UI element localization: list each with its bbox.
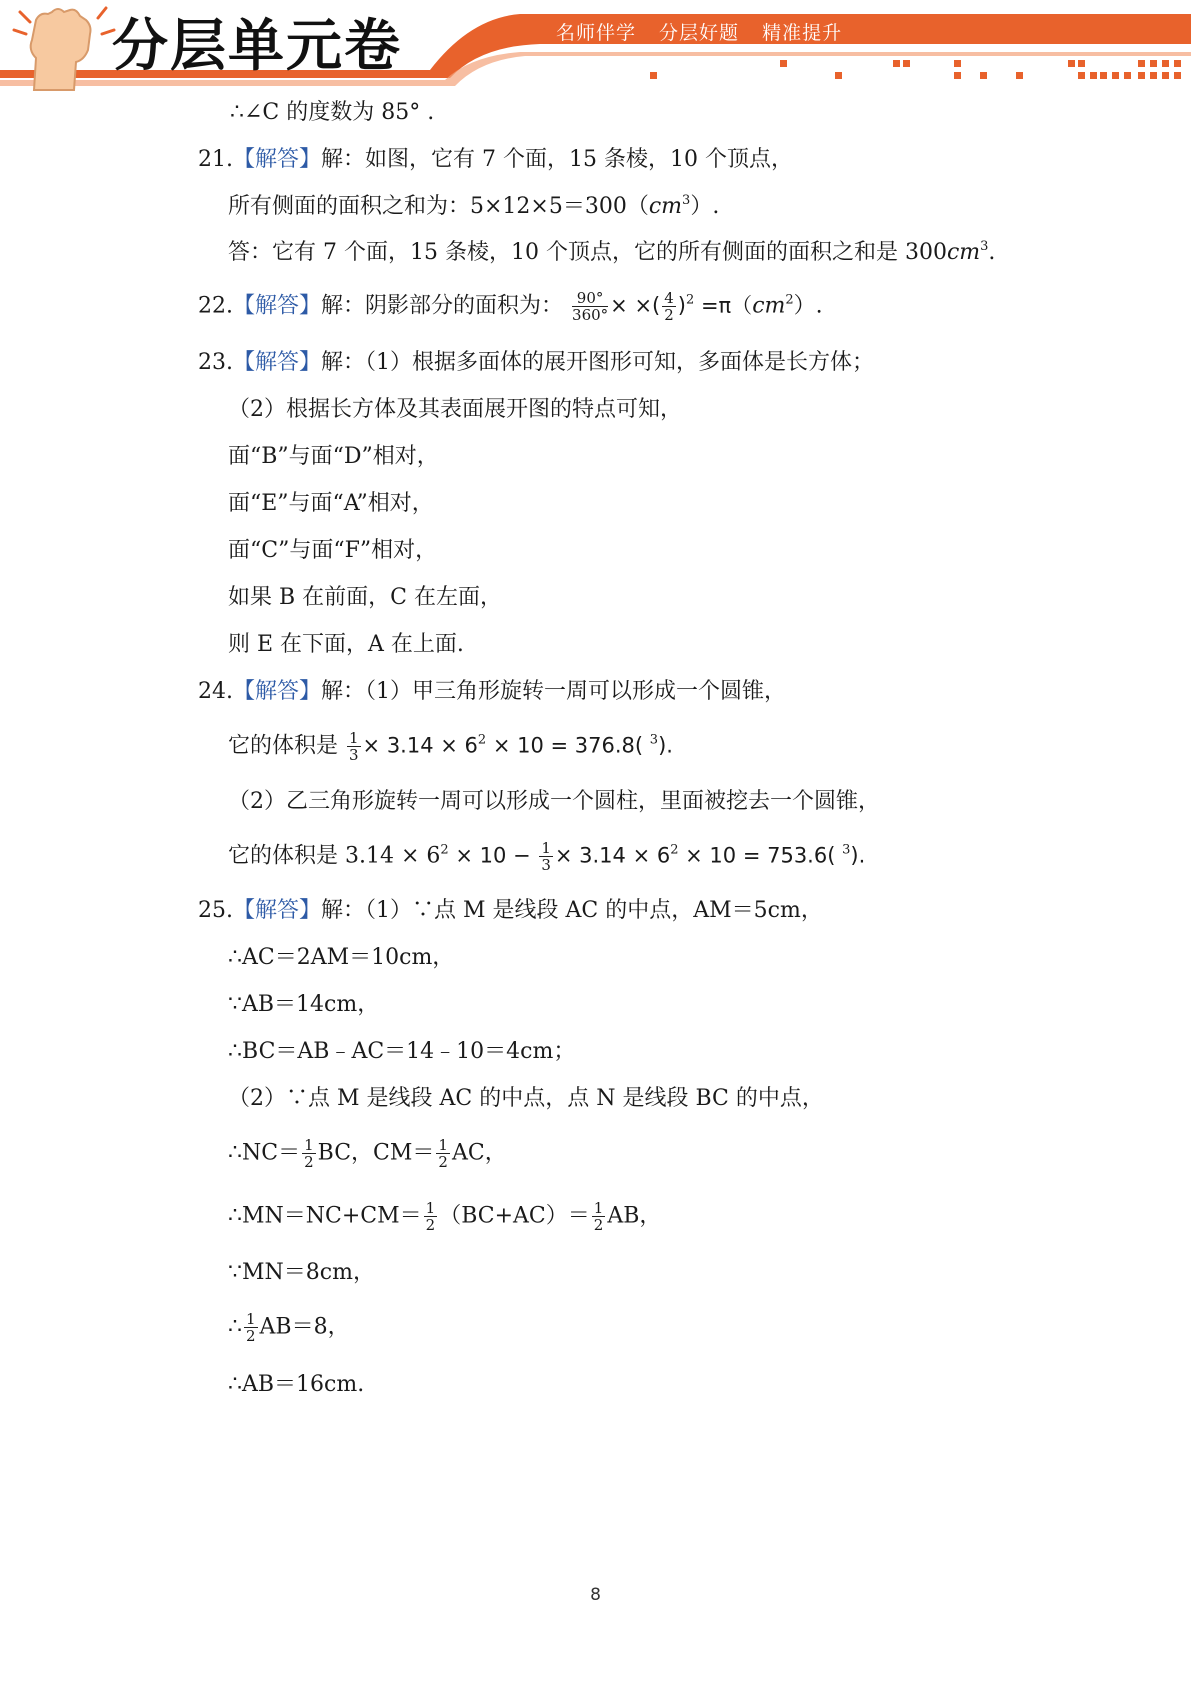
math-text: × 3.14 × 6 bbox=[362, 733, 478, 758]
answer-tag: 【解答】 bbox=[233, 679, 322, 704]
fraction-half bbox=[424, 1200, 438, 1233]
fraction-90-360 bbox=[572, 290, 608, 323]
denominator: 2 bbox=[246, 1327, 256, 1345]
exponent: 3 bbox=[649, 732, 659, 748]
denominator: 2 bbox=[425, 1216, 436, 1234]
answer-23-line3: 面“B”与面“D”相对， bbox=[228, 444, 439, 469]
denominator: 3 bbox=[349, 746, 359, 764]
answer-text: 解：如图，它有 7 个面，15 条棱，10 个顶点， bbox=[321, 147, 793, 172]
answer-tag: 【解答】 bbox=[233, 350, 322, 375]
math-text: × 10 = 753.6( bbox=[678, 843, 843, 868]
text: ∴ bbox=[228, 1314, 242, 1340]
text: ）. bbox=[793, 293, 823, 319]
answer-25-line2: ∴AC＝2AM＝10cm， bbox=[228, 945, 455, 970]
answer-25 bbox=[198, 896, 823, 926]
text: AB， bbox=[607, 1203, 662, 1229]
exponent: 2 bbox=[685, 292, 695, 308]
answer-23-line6: 如果 B 在前面，C 在左面， bbox=[228, 585, 502, 610]
exponent: 2 bbox=[477, 732, 487, 748]
fist-icon bbox=[6, 0, 116, 95]
answer-25-line4: ∴BC＝AB﹣AC＝14﹣10＝4cm； bbox=[228, 1039, 576, 1064]
brand-title: 分层单元卷 bbox=[112, 14, 402, 79]
math-text: ). bbox=[658, 733, 673, 758]
numerator: 4 bbox=[664, 289, 674, 307]
denominator: 2 bbox=[593, 1216, 604, 1234]
unit: cm bbox=[752, 293, 786, 319]
answer-tag: 【解答】 bbox=[233, 898, 322, 923]
answer-22 bbox=[198, 290, 823, 323]
answer-25-line7 bbox=[228, 1200, 661, 1233]
answer-23-line4: 面“E”与面“A”相对， bbox=[228, 491, 434, 516]
numerator: 1 bbox=[349, 729, 359, 747]
denominator: 3 bbox=[541, 856, 551, 874]
text: . bbox=[988, 240, 996, 265]
fraction-4-2 bbox=[662, 290, 676, 323]
answer-24-line4 bbox=[228, 840, 865, 873]
text: （BC+AC）＝ bbox=[439, 1203, 590, 1229]
fraction-half bbox=[244, 1311, 258, 1344]
text: 所有侧面的面积之和为：5×12×5＝300（ bbox=[228, 194, 649, 219]
denominator: 2 bbox=[664, 306, 674, 324]
page-number: 8 bbox=[590, 1585, 601, 1605]
exponent: 3 bbox=[980, 239, 989, 254]
text: ）. bbox=[690, 194, 720, 219]
answer-text: 解：阴影部分的面积为： bbox=[321, 293, 564, 319]
answer-tag: 【解答】 bbox=[233, 147, 322, 172]
text: ∴MN＝NC+CM＝ bbox=[228, 1203, 422, 1229]
denominator: 2 bbox=[438, 1153, 448, 1171]
question-number: 25. bbox=[198, 898, 233, 923]
answer-23-line5: 面“C”与面“F”相对， bbox=[228, 538, 438, 563]
fraction-1-3 bbox=[347, 730, 361, 763]
numerator: 1 bbox=[593, 1199, 604, 1217]
fraction-1-3 bbox=[539, 840, 553, 873]
answer-25-line6 bbox=[228, 1137, 507, 1170]
text: AB＝8， bbox=[259, 1314, 350, 1340]
answer-21-line3 bbox=[228, 238, 995, 268]
denominator: 360° bbox=[572, 306, 609, 324]
unit: cm bbox=[946, 240, 981, 265]
text: AC， bbox=[451, 1140, 507, 1166]
answer-24-line2 bbox=[228, 730, 673, 763]
math-text: 它的体积是 3.14 × 6 bbox=[228, 843, 441, 869]
brand-tagline: 名师伴学 分层好题 精准提升 bbox=[556, 22, 843, 44]
numerator: 1 bbox=[438, 1136, 448, 1154]
answer-24-line3: （2）乙三角形旋转一周可以形成一个圆柱，里面被挖去一个圆锥， bbox=[228, 789, 880, 814]
text: 答：它有 7 个面，15 条棱，10 个顶点，它的所有侧面的面积之和是 300 bbox=[228, 240, 947, 265]
exponent: 2 bbox=[670, 842, 679, 858]
answer-text: 解：（1）根据多面体的展开图形可知，多面体是长方体； bbox=[321, 350, 875, 375]
line-angle-c: ∴∠C 的度数为 85° . bbox=[230, 100, 435, 125]
exponent: 3 bbox=[842, 842, 851, 858]
numerator: 1 bbox=[541, 839, 551, 857]
answer-24 bbox=[198, 677, 786, 707]
answer-25-line5: （2）∵点 M 是线段 AC 的中点，点 N 是线段 BC 的中点， bbox=[228, 1086, 824, 1111]
math-text: ). bbox=[850, 843, 866, 868]
math-text: × 10 − bbox=[448, 843, 538, 868]
numerator: 1 bbox=[246, 1310, 256, 1328]
text: ∴NC＝ bbox=[228, 1140, 301, 1166]
math-text: × 10 = 376.8( bbox=[486, 733, 650, 758]
answer-21-line2 bbox=[228, 192, 719, 222]
numerator: 90° bbox=[572, 290, 608, 307]
page-header bbox=[0, 0, 1191, 90]
answer-23 bbox=[198, 348, 874, 378]
fraction-half bbox=[302, 1137, 316, 1170]
answer-text: 解：（1）∵点 M 是线段 AC 的中点，AM＝5cm， bbox=[321, 898, 823, 923]
question-number: 23. bbox=[198, 350, 233, 375]
answer-text: 解：（1）甲三角形旋转一周可以形成一个圆锥， bbox=[321, 679, 787, 704]
answer-21 bbox=[198, 145, 793, 175]
exponent: 2 bbox=[440, 842, 449, 858]
text: 它的体积是 bbox=[228, 733, 345, 759]
unit: cm bbox=[648, 194, 683, 219]
math-text: × 3.14 × 6 bbox=[554, 843, 671, 868]
answer-tag: 【解答】 bbox=[233, 293, 322, 319]
fraction-half bbox=[592, 1200, 606, 1233]
answer-23-line2: （2）根据长方体及其表面展开图的特点可知， bbox=[228, 397, 682, 422]
denominator: 2 bbox=[304, 1153, 314, 1171]
answer-23-line7: 则 E 在下面，A 在上面. bbox=[228, 632, 464, 657]
question-number: 22. bbox=[198, 293, 233, 319]
numerator: 1 bbox=[425, 1199, 436, 1217]
answer-25-line9 bbox=[228, 1311, 350, 1344]
math-text: × ×( bbox=[610, 293, 661, 318]
question-number: 24. bbox=[198, 679, 233, 704]
math-text: =π（ bbox=[694, 293, 753, 318]
numerator: 1 bbox=[304, 1136, 314, 1154]
text: BC，CM＝ bbox=[317, 1140, 435, 1166]
answer-25-line3: ∵AB＝14cm， bbox=[228, 992, 380, 1017]
answer-25-line8: ∵MN＝8cm， bbox=[228, 1260, 375, 1285]
answer-25-line10: ∴AB＝16cm. bbox=[228, 1372, 365, 1397]
exponent: 2 bbox=[785, 292, 794, 308]
fraction-half bbox=[436, 1137, 450, 1170]
question-number: 21. bbox=[198, 147, 233, 172]
math-text: ) bbox=[677, 293, 686, 318]
exponent: 3 bbox=[682, 193, 691, 208]
